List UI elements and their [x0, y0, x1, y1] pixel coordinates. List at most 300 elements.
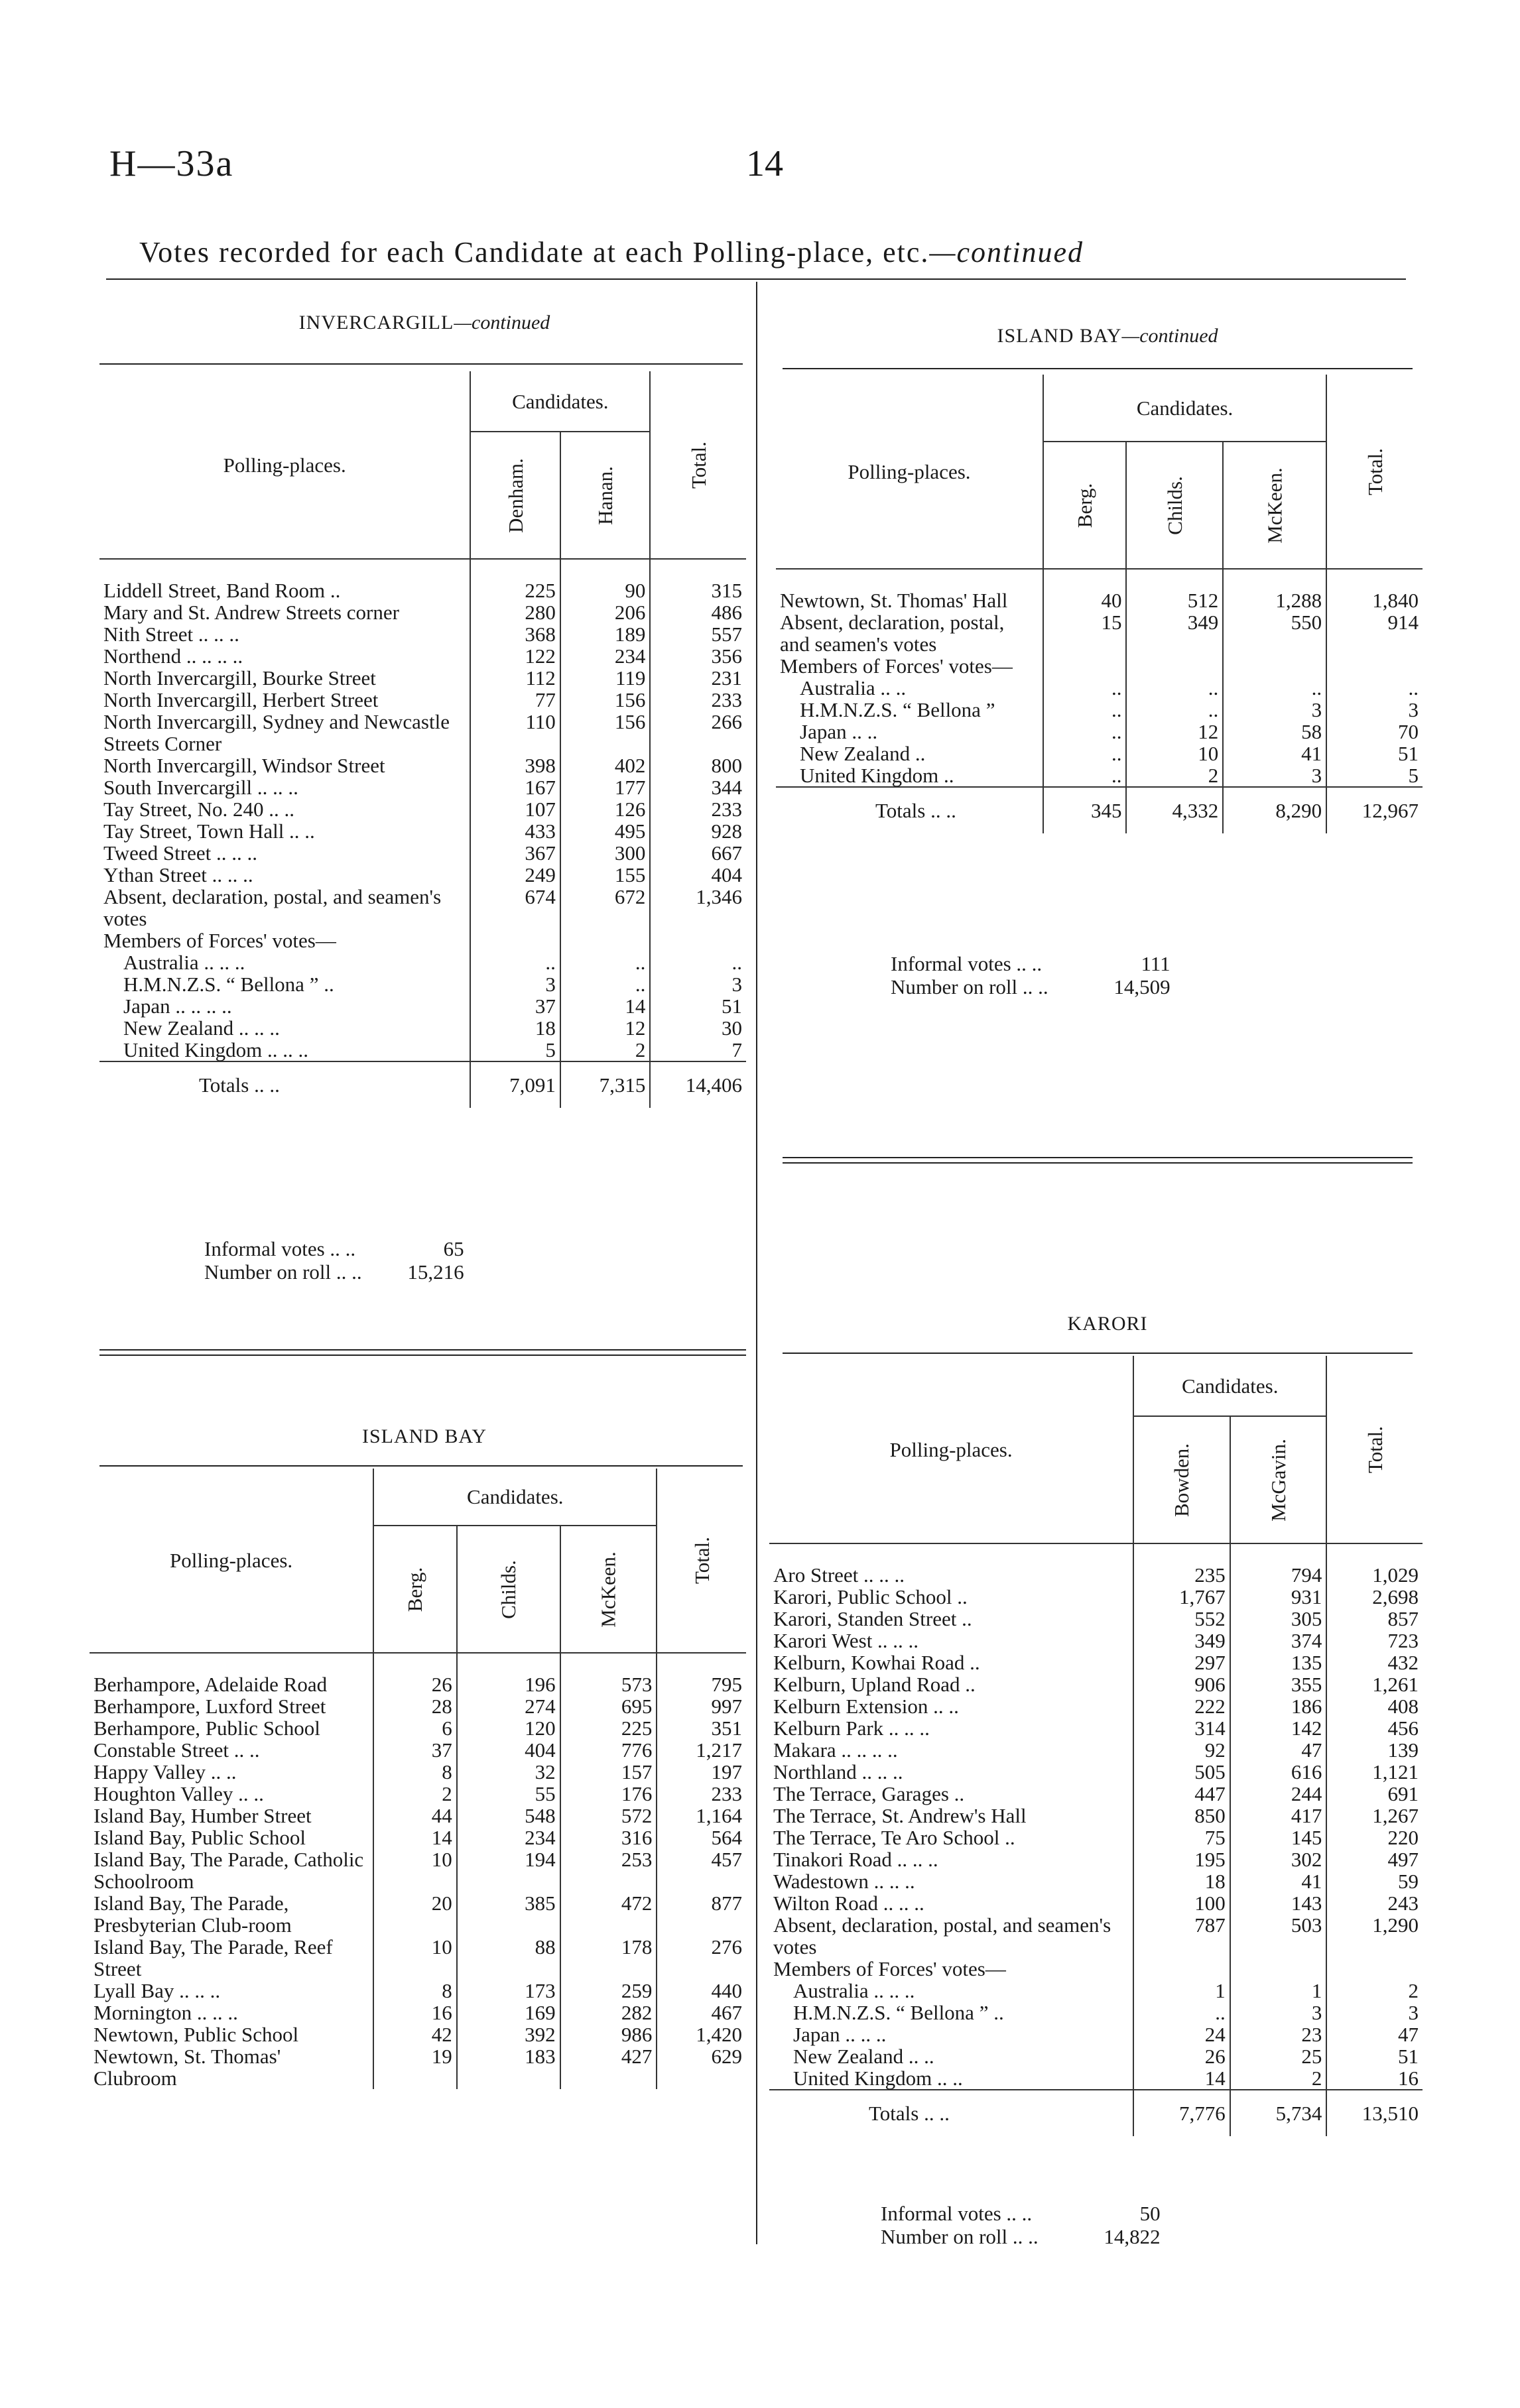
col-header-total: Total.: [1326, 1356, 1423, 1543]
candidate-votes: 3: [1223, 764, 1326, 787]
table-row: [776, 721, 1423, 743]
polling-place: Houghton Valley .. ..: [94, 1782, 264, 1805]
table-row: [769, 2002, 1423, 2023]
candidate-votes: 194: [457, 1848, 560, 1892]
row-total: 1,290: [1326, 1914, 1423, 1958]
candidate-votes: 253: [560, 1848, 657, 1892]
table-row: [99, 623, 746, 645]
candidate-votes: [1126, 655, 1223, 677]
polling-place: Northend .. .. .. ..: [103, 644, 243, 668]
island-bay-summary: [885, 951, 1176, 999]
candidate-votes: 616: [1230, 1761, 1327, 1783]
section-title-island-bay: ISLAND BAY: [361, 1425, 487, 1447]
candidate-votes: 206: [560, 601, 651, 623]
table-row: [769, 1673, 1423, 1695]
candidate-votes: 447: [1133, 1783, 1230, 1805]
polling-place: H.M.N.Z.S. “ Bellona ”: [800, 698, 995, 721]
informal-votes-value: 50: [1139, 2202, 1161, 2225]
candidate-votes: 297: [1133, 1652, 1230, 1673]
polling-place: Nith Street .. .. ..: [103, 623, 239, 646]
candidate-votes: 282: [560, 2002, 657, 2023]
candidate-votes: 316: [560, 1827, 657, 1848]
row-total: [1326, 655, 1423, 677]
candidate-votes: 112: [470, 667, 560, 689]
polling-place: The Terrace, St. Andrew's Hall: [773, 1804, 1027, 1827]
candidate-votes: 234: [457, 1827, 560, 1848]
candidate-votes: 20: [373, 1892, 457, 1936]
row-total: 629: [657, 2045, 746, 2089]
section-double-rule: [783, 1157, 1413, 1158]
candidate-votes: 3: [1223, 699, 1326, 721]
candidate-votes: 37: [373, 1739, 457, 1761]
table-row: [769, 2045, 1423, 2067]
row-total: 564: [657, 1827, 746, 1848]
section-rule: [783, 368, 1413, 369]
candidate-votes: ..: [1126, 699, 1223, 721]
table-row: [769, 1958, 1423, 1980]
row-total: 1,261: [1326, 1673, 1423, 1695]
row-total: 691: [1326, 1783, 1423, 1805]
polling-place: North Invercargill, Windsor Street: [103, 754, 385, 777]
candidate-votes: 12: [1126, 721, 1223, 743]
candidate-votes: 120: [457, 1717, 560, 1739]
col-header-places: Polling-places.: [99, 371, 470, 559]
page-title: Votes recorded for each Candidate at each Polling-place, etc.—continued: [139, 236, 1084, 269]
table-row: [99, 754, 746, 776]
candidate-votes: 1: [1230, 1980, 1327, 2002]
polling-place: Northland .. .. ..: [773, 1760, 903, 1783]
row-total: 928: [650, 820, 746, 842]
candidate-votes: 10: [373, 1848, 457, 1892]
candidate-votes: 77: [470, 689, 560, 711]
candidate-votes: 695: [560, 1695, 657, 1717]
row-total: 233: [657, 1783, 746, 1805]
candidate-votes: 8: [373, 1761, 457, 1783]
polling-place: Newtown, St. Thomas' Hall: [780, 589, 1008, 612]
candidate-votes: 259: [560, 1980, 657, 2002]
row-total: 1,121: [1326, 1761, 1423, 1783]
row-total: 47: [1326, 2023, 1423, 2045]
candidate-votes: 41: [1230, 1870, 1327, 1892]
polling-place: Japan .. .. .. ..: [123, 994, 232, 1018]
informal-votes-label: Informal votes .. ..: [204, 1237, 356, 1260]
table-row: [99, 798, 746, 820]
candidate-votes: 280: [470, 601, 560, 623]
section-title-invercargill: INVERCARGILL—continued: [298, 312, 550, 333]
table-row: [90, 1980, 746, 2002]
polling-place: New Zealand .. .. ..: [123, 1016, 280, 1040]
row-total: 51: [650, 995, 746, 1017]
row-total: 233: [650, 689, 746, 711]
table-row: [769, 1695, 1423, 1717]
candidate-votes: 3: [1230, 2002, 1327, 2023]
candidate-header: Hanan.: [560, 432, 651, 559]
candidate-votes: 126: [560, 798, 651, 820]
polling-place: Island Bay, The Parade, Presbyterian Club-room: [94, 1892, 292, 1937]
candidate-votes: [1223, 655, 1326, 677]
table-row: [99, 1039, 746, 1061]
polling-place: Liddell Street, Band Room ..: [103, 579, 341, 602]
table-row: [776, 569, 1423, 611]
candidate-header: McKeen.: [560, 1526, 657, 1653]
polling-place: Newtown, Public School: [94, 2023, 299, 2046]
candidate-votes: 28: [373, 1695, 457, 1717]
candidate-votes: 19: [373, 2045, 457, 2089]
table-row: [769, 1914, 1423, 1958]
polling-place: The Terrace, Te Aro School ..: [773, 1826, 1015, 1849]
table-row: [99, 820, 746, 842]
candidate-votes: 433: [470, 820, 560, 842]
candidate-votes: [560, 930, 651, 951]
polling-place: Australia .. .. ..: [793, 1979, 915, 2002]
polling-place: New Zealand .. ..: [793, 2045, 934, 2068]
candidate-votes: 552: [1133, 1608, 1230, 1630]
candidate-votes: 42: [373, 2023, 457, 2045]
table-row: [99, 842, 746, 864]
polling-place: Members of Forces' votes—: [103, 929, 336, 952]
candidate-votes: 14: [1133, 2067, 1230, 2090]
row-total: 51: [1326, 743, 1423, 764]
candidate-votes: ..: [470, 951, 560, 973]
candidate-votes: 674: [470, 886, 560, 930]
column-divider: [756, 282, 757, 2244]
candidate-votes: 349: [1126, 611, 1223, 655]
candidate-votes: 41: [1223, 743, 1326, 764]
candidate-votes: 23: [1230, 2023, 1327, 2045]
row-total: ..: [650, 951, 746, 973]
section-title-karori: KARORI: [1067, 1313, 1148, 1335]
row-total: 276: [657, 1936, 746, 1980]
polling-place: Karori, Public School ..: [773, 1585, 968, 1608]
row-total: 877: [657, 1892, 746, 1936]
table-row: [769, 1739, 1423, 1761]
candidate-total: 7,776: [1133, 2090, 1230, 2136]
grand-total: 12,967: [1326, 787, 1423, 833]
polling-place: Berhampore, Luxford Street: [94, 1695, 326, 1718]
candidate-votes: 26: [373, 1653, 457, 1695]
row-total: 1,840: [1326, 569, 1423, 611]
candidate-header: Childs.: [457, 1526, 560, 1653]
polling-place: Ythan Street .. .. ..: [103, 863, 253, 886]
polling-place: Aro Street .. .. ..: [773, 1563, 905, 1587]
row-total: 356: [650, 645, 746, 667]
candidate-votes: 234: [560, 645, 651, 667]
table-row: [769, 1717, 1423, 1739]
row-total: 457: [657, 1848, 746, 1892]
candidate-votes: 119: [560, 667, 651, 689]
table-row: [769, 1892, 1423, 1914]
col-header-places: Polling-places.: [90, 1469, 373, 1653]
table-row: [99, 864, 746, 886]
invercargill-summary: [199, 1236, 470, 1284]
candidate-votes: 177: [560, 776, 651, 798]
candidate-votes: 931: [1230, 1586, 1327, 1608]
candidate-votes: 572: [560, 1805, 657, 1827]
candidate-votes: 2: [1230, 2067, 1327, 2090]
candidate-votes: 512: [1126, 569, 1223, 611]
polling-place: Berhampore, Public School: [94, 1716, 320, 1740]
polling-place: Australia .. .. ..: [123, 951, 245, 974]
table-row: [769, 1827, 1423, 1848]
row-total: 1,420: [657, 2023, 746, 2045]
candidate-total: 8,290: [1223, 787, 1326, 833]
row-total: 59: [1326, 1870, 1423, 1892]
row-total: 220: [1326, 1827, 1423, 1848]
informal-votes-value: 111: [1141, 952, 1171, 975]
candidate-votes: 505: [1133, 1761, 1230, 1783]
number-on-roll-value: 14,509: [1113, 975, 1171, 998]
candidate-votes: 24: [1133, 2023, 1230, 2045]
candidate-votes: ..: [560, 951, 651, 973]
candidate-votes: 156: [560, 711, 651, 754]
candidate-votes: ..: [1223, 677, 1326, 699]
candidate-votes: 225: [560, 1717, 657, 1739]
candidate-votes: 548: [457, 1805, 560, 1827]
polling-place: United Kingdom ..: [800, 764, 954, 787]
table-row: [776, 764, 1423, 787]
polling-place: Tay Street, Town Hall .. ..: [103, 819, 315, 843]
table-row: [99, 886, 746, 930]
row-total: 497: [1326, 1848, 1423, 1870]
row-total: 139: [1326, 1739, 1423, 1761]
table-row: [769, 2023, 1423, 2045]
candidate-votes: 47: [1230, 1739, 1327, 1761]
table-row: [99, 559, 746, 601]
table-row: [769, 1805, 1423, 1827]
table-row: [99, 689, 746, 711]
polling-place: Island Bay, Humber Street: [94, 1804, 312, 1827]
table-row: [769, 1848, 1423, 1870]
col-header-candidates: Candidates.: [373, 1469, 657, 1526]
candidate-votes: 2: [1126, 764, 1223, 787]
candidate-header: McGavin.: [1230, 1416, 1327, 1543]
number-on-roll-value: 14,822: [1104, 2225, 1161, 2248]
row-total: 456: [1326, 1717, 1423, 1739]
row-total: 3: [1326, 2002, 1423, 2023]
candidate-votes: 186: [1230, 1695, 1327, 1717]
candidate-total: 4,332: [1126, 787, 1223, 833]
polling-place: H.M.N.Z.S. “ Bellona ” ..: [123, 973, 334, 996]
polling-place: North Invercargill, Sydney and Newcastle Streets Corner: [103, 710, 450, 755]
candidate-votes: 495: [560, 820, 651, 842]
polling-place: United Kingdom .. ..: [793, 2067, 963, 2090]
table-row: [769, 1630, 1423, 1652]
candidate-votes: 10: [373, 1936, 457, 1980]
candidate-votes: 503: [1230, 1914, 1327, 1958]
candidate-votes: ..: [1133, 2002, 1230, 2023]
polling-place: Tinakori Road .. .. ..: [773, 1848, 938, 1871]
polling-place: Japan .. .. ..: [793, 2023, 887, 2046]
row-total: 7: [650, 1039, 746, 1061]
candidate-votes: [470, 930, 560, 951]
candidate-votes: 143: [1230, 1892, 1327, 1914]
candidate-votes: 26: [1133, 2045, 1230, 2067]
col-header-places: Polling-places.: [769, 1356, 1133, 1543]
row-total: 408: [1326, 1695, 1423, 1717]
totals-row: [99, 1061, 746, 1108]
karori-summary: [875, 2201, 1166, 2249]
candidate-votes: 107: [470, 798, 560, 820]
candidate-votes: 5: [470, 1039, 560, 1061]
candidate-votes: 189: [560, 623, 651, 645]
col-header-total: Total.: [1326, 375, 1423, 569]
table-row: [90, 1761, 746, 1783]
section-double-rule: [99, 1354, 746, 1356]
candidate-votes: 135: [1230, 1652, 1327, 1673]
candidate-votes: 787: [1133, 1914, 1230, 1958]
polling-place: Kelburn Park .. .. ..: [773, 1716, 930, 1740]
polling-place: Absent, declaration, postal, and seamen's votes: [780, 611, 1005, 656]
row-total: [650, 930, 746, 951]
table-row: [99, 776, 746, 798]
row-total: 344: [650, 776, 746, 798]
row-total: 16: [1326, 2067, 1423, 2090]
table-row: [776, 699, 1423, 721]
row-total: 351: [657, 1717, 746, 1739]
polling-place: Tay Street, No. 240 .. ..: [103, 798, 294, 821]
candidate-votes: 392: [457, 2023, 560, 2045]
table-row: [776, 743, 1423, 764]
title-rule: [106, 278, 1406, 280]
candidate-votes: 398: [470, 754, 560, 776]
number-on-roll-value: 15,216: [407, 1260, 464, 1284]
row-total: 5: [1326, 764, 1423, 787]
table-row: [99, 930, 746, 951]
candidate-votes: 16: [373, 2002, 457, 2023]
candidate-votes: 90: [560, 559, 651, 601]
polling-place: Kelburn, Kowhai Road ..: [773, 1651, 980, 1674]
candidate-total: 7,091: [470, 1061, 560, 1108]
candidate-header: McKeen.: [1223, 442, 1326, 569]
table-row: [769, 1543, 1423, 1586]
row-total: 1,029: [1326, 1543, 1423, 1586]
table-row: [90, 1848, 746, 1892]
candidate-votes: 402: [560, 754, 651, 776]
candidate-votes: [1043, 655, 1127, 677]
candidate-votes: ..: [1043, 743, 1127, 764]
section-rule: [783, 1353, 1413, 1354]
row-total: 486: [650, 601, 746, 623]
candidate-votes: 155: [560, 864, 651, 886]
row-total: 2: [1326, 1980, 1423, 2002]
table-row: [90, 1739, 746, 1761]
candidate-votes: 100: [1133, 1892, 1230, 1914]
candidate-votes: ..: [1043, 721, 1127, 743]
row-total: 1,267: [1326, 1805, 1423, 1827]
section-rule: [99, 1465, 743, 1467]
polling-place: United Kingdom .. .. ..: [123, 1038, 308, 1061]
totals-row: [776, 787, 1423, 833]
island-bay-table: [90, 1469, 746, 2089]
row-total: 30: [650, 1017, 746, 1039]
polling-place: Wadestown .. .. ..: [773, 1870, 915, 1893]
candidate-votes: 142: [1230, 1717, 1327, 1739]
candidate-votes: ..: [1043, 677, 1127, 699]
row-total: 3: [650, 973, 746, 995]
table-row: [769, 1783, 1423, 1805]
polling-place: Lyall Bay .. .. ..: [94, 1979, 221, 2002]
informal-votes-value: 65: [443, 1237, 464, 1260]
row-total: 557: [650, 623, 746, 645]
candidate-votes: 92: [1133, 1739, 1230, 1761]
polling-place: The Terrace, Garages ..: [773, 1782, 965, 1805]
row-total: 197: [657, 1761, 746, 1783]
number-on-roll-label: Number on roll .. ..: [891, 975, 1048, 998]
row-total: 1,164: [657, 1805, 746, 1827]
totals-label: Totals .. ..: [99, 1061, 470, 1108]
candidate-votes: 249: [470, 864, 560, 886]
table-row: [99, 667, 746, 689]
polling-place: Japan .. ..: [800, 720, 878, 743]
island-bay-rows: [90, 1653, 746, 2089]
row-total: 440: [657, 1980, 746, 2002]
candidate-header: Berg.: [373, 1526, 457, 1653]
table-row: [769, 1608, 1423, 1630]
candidate-votes: 12: [560, 1017, 651, 1039]
candidate-header: Denham.: [470, 432, 560, 559]
candidate-votes: 986: [560, 2023, 657, 2045]
candidate-votes: 314: [1133, 1717, 1230, 1739]
row-total: 997: [657, 1695, 746, 1717]
polling-place: New Zealand ..: [800, 742, 926, 765]
row-total: 914: [1326, 611, 1423, 655]
candidate-votes: 1,767: [1133, 1586, 1230, 1608]
polling-place: Karori West .. .. ..: [773, 1629, 919, 1652]
candidate-votes: 427: [560, 2045, 657, 2089]
candidate-votes: 573: [560, 1653, 657, 1695]
row-total: 315: [650, 559, 746, 601]
candidate-votes: 2: [560, 1039, 651, 1061]
row-total: 3: [1326, 699, 1423, 721]
candidate-votes: 37: [470, 995, 560, 1017]
polling-place: Island Bay, The Parade, Reef Street: [94, 1935, 333, 1980]
candidate-votes: 302: [1230, 1848, 1327, 1870]
row-total: 723: [1326, 1630, 1423, 1652]
invercargill-table: [99, 371, 746, 1108]
candidate-votes: 906: [1133, 1673, 1230, 1695]
section-title-island-bay-continued: ISLAND BAY—continued: [997, 325, 1218, 347]
row-total: 800: [650, 754, 746, 776]
table-row: [769, 2067, 1423, 2090]
table-row: [99, 973, 746, 995]
candidate-votes: ..: [1126, 677, 1223, 699]
row-total: 432: [1326, 1652, 1423, 1673]
polling-place: Mornington .. .. ..: [94, 2001, 238, 2024]
table-row: [99, 711, 746, 754]
col-header-candidates: Candidates.: [1043, 375, 1326, 442]
page-number: 14: [746, 143, 783, 184]
section-rule: [99, 363, 743, 365]
number-on-roll-label: Number on roll .. ..: [204, 1260, 362, 1284]
col-header-total: Total.: [657, 1469, 746, 1653]
table-row: [99, 1017, 746, 1039]
candidate-header: Childs.: [1126, 442, 1223, 569]
candidate-votes: 404: [457, 1739, 560, 1761]
table-row: [90, 1936, 746, 1980]
table-row: [99, 601, 746, 623]
polling-place: Members of Forces' votes—: [773, 1957, 1006, 1980]
row-total: 1,346: [650, 886, 746, 930]
candidate-votes: 222: [1133, 1695, 1230, 1717]
table-row: [90, 1892, 746, 1936]
polling-place: Karori, Standen Street ..: [773, 1607, 972, 1630]
candidate-votes: 3: [470, 973, 560, 995]
row-total: ..: [1326, 677, 1423, 699]
row-total: 243: [1326, 1892, 1423, 1914]
polling-place: Kelburn Extension .. ..: [773, 1695, 959, 1718]
grand-total: 14,406: [650, 1061, 746, 1108]
polling-place: Island Bay, Public School: [94, 1826, 306, 1849]
